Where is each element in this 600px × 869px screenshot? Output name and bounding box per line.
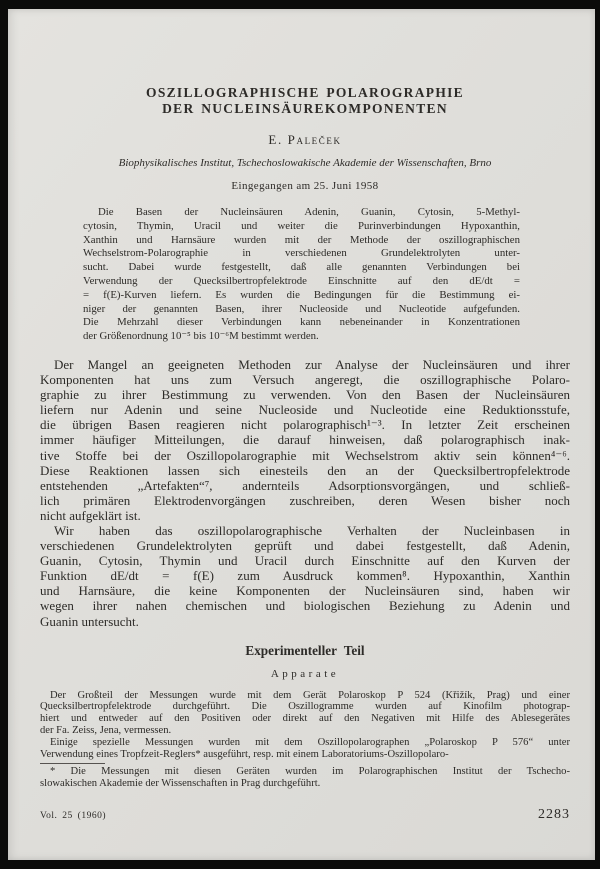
page-footer	[40, 807, 570, 823]
body-text	[40, 357, 570, 629]
journal-volume-label: Vol. 25 (1960)	[40, 811, 106, 821]
body-paragraph-1: Der Mangel an geeigneten Methoden zur Analyse der Nucleinsäuren und ihrer Komponenten hat uns zum Versuch angeregt, die oszillographische Polaro- graphie zu ihrer Bestimmung zu verwenden. Von den Basen der Nucleinsäuren liefern nur Adenin und seine Nucleoside und Nucleotide eine Reduktionsstufe, die übrigen Basen reagieren nicht polarographisch¹⁻³. In letzter Zeit erscheinen immer häufiger Mitteilungen, die darauf hinweisen, daß polarographisch inak- tive Stoffe bei der Oszillopolarographie mit Wechselstrom aktiv sein können⁴⁻⁶. Diese Reaktionen lassen sich einesteils den an der Quecksilbertropfelektrode entstehenden „Artefakten“⁷, andernteils Adsorptionsvorgängen, und schließ- lich primären Elektrodenvorgängen zuschreiben, deren Wesen bisher noch nicht aufgeklärt ist.	[40, 356, 570, 523]
author-affiliation: Biophysikalisches Institut, Tschechoslowakische Akademie der Wissenschaften, Brno	[118, 157, 492, 169]
author-name: E. Paleček	[268, 132, 342, 147]
footnote-divider	[40, 763, 105, 764]
abstract-paragraph: Die Basen der Nucleinsäuren Adenin, Guanin, Cytosin, 5-Methyl- cytosin, Thymin, Uracil und weiter die Purinverbindungen Hypoxanthin, Xanthin und Harnsäure wurden mit der Methode der oszillographischen Wechselstrom-Polarographie in verschiedenen Grundelektrolyten unter- sucht. Dabei wurde festgestellt, daß alle genannten Verbindungen bei Verwendung der Quecksilbertropfelektrode Einschnitte auf den dE/dt = = f(E)-Kurven liefern. Es wurden die Bedingungen für die Bestimmung ei- niger der genannten Basen, ihrer Nucleoside und Nucleotide aufgefunden. Die Mehrzahl dieser Verbindungen kann nebeneinander in Konzentrationen der Größenordnung 10⁻⁵ bis 10⁻⁶M bestimmt werden.	[83, 206, 520, 343]
received-date: Eingegangen am 25. Juni 1958	[231, 180, 379, 192]
paper-title	[40, 85, 570, 117]
body-paragraph-2: Wir haben das oszillopolarographische Verhalten der Nucleinbasen in verschiedenen Grundelektrolyten geprüft und dabei festgestellt, daß Adenin, Guanin, Cytosin, Thymin und Uracil durch Einschnitte auf den Kurven der Funktion dE/dt = f(E) zum Ausdruck kommen⁸. Hypoxanthin, Xanthin und Harnsäure, die keine Komponenten der Nucleinsäuren sind, haben wir wegen ihrer nahen chemischen und biologischen Beziehung zu Adenin und Guanin untersucht.	[40, 523, 570, 629]
section-heading-experimenteller-teil: Experimenteller Teil	[245, 642, 365, 658]
page-number: 2283	[538, 807, 570, 822]
paper-title-line1: OSZILLOGRAPHISCHE POLAROGRAPHIE	[146, 85, 464, 100]
apparate-paragraph-1: Der Großteil der Messungen wurde mit dem Gerät Polaroskop P 524 (Křižík, Prag) und einer Quecksilbertropfelektrode durchgeführt. Die Oszillogramme wurden auf Kinofilm photograp- hiert und entweder auf den Positiven oder direkt auf den Negativen mit Hilfe des Ablesegerätes der Fa. Zeiss, Jena, vermessen.	[40, 689, 570, 737]
scanned-paper-page	[8, 9, 595, 860]
subsection-heading-apparate: Apparate	[270, 667, 340, 680]
text-column	[40, 9, 570, 790]
apparate-paragraph-2: Einige spezielle Messungen wurden mit dem Oszillopolarographen „Polaroskop P 576“ unter Verwendung eines Tropfzeit-Reglers* ausgeführt, resp. mit einem Laboratoriums-Oszillopolaro-	[40, 736, 570, 760]
paper-title-line2: DER NUCLEINSÄUREKOMPONENTEN	[162, 101, 448, 116]
footnote-text: * Die Messungen mit diesen Geräten wurden im Polarographischen Institut der Tschecho- slowakischen Akademie der Wissenschaften in Prag durchgeführt.	[40, 766, 570, 790]
